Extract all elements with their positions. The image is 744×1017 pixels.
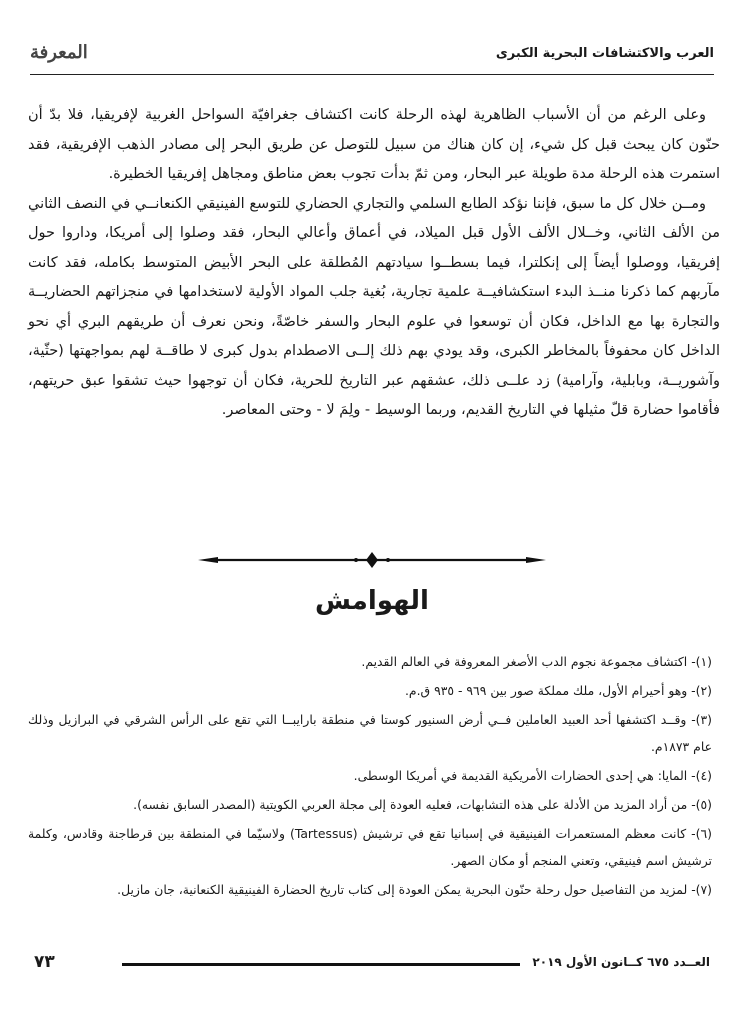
paragraph: وعلى الرغم من أن الأسباب الظاهرية لهذه الرحلة كانت اكتشاف جغرافيّة السواحل الغربية لإفريقيا، فلا بدّ أن حنّون كان يبحث قبل كل شيء، إن كان هناك من سبيل للتوصل عن طريق البحر إلى مصادر الذهب الإفريقية، فقد استمرت هذه الرحلة مدة طويلة عبر البحار، ومن ثمّ بدأت تجوب بعض مناطق ومجاهل إفريقيا الخطيرة. [28,107,720,182]
footnote-item: (٧)- لمزيد من التفاصيل حول رحلة حنّون البحرية يمكن العودة إلى كتاب تاريخ الحضارة الفينيقية الكنعانية، جان مازيل. [117,882,712,897]
footnote-item: (٥)- من أراد المزيد من الأدلة على هذه التشابهات، فعليه العودة إلى مجلة العربي الكويتية (المصدر السابق نفسه). [133,797,712,812]
page-number: ٧٣ [34,952,55,972]
footnote-item: (٢)- وهو أحيرام الأول، ملك مملكة صور بين ٩٦٩ - ٩٣٥ ق.م. [404,683,712,698]
magazine-logo: المعرفة [30,42,88,63]
page-header [30,42,714,68]
article-body [28,101,720,426]
footer-divider [122,963,520,966]
footnote-item: (٦)- كانت معظم المستعمرات الفينيقية في إسبانيا تقع في ترشيش (Tartessus) ولاسيّما في المنطقة بين قرطاجنة وقادس، وكلمة ترشيش اسم فينيقي، وتعني المنجم أو مكان الصهر. [28,826,712,868]
ornament-divider-icon [196,549,548,571]
footnotes-title: الهوامش [315,586,429,616]
footnote-item: (٤)- المايا: هي إحدى الحضارات الأمريكية القديمة في أمريكا الوسطى. [353,768,712,783]
footnote-item: (٣)- وقــد اكتشفها أحد العبيد العاملين فــي أرض السنيور كوستا في منطقة بارايبــا التي تقع على الرأس الشرقي في البرازيل وذلك عام ١٨٧٣م. [28,712,712,754]
footnote-item: (١)- اكتشاف مجموعة نجوم الدب الأصغر المعروفة في العالم القديم. [361,654,712,669]
footnotes-list [28,648,712,905]
running-title: العرب والاكتشافات البحرية الكبرى [495,46,714,61]
paragraph: ومــن خلال كل ما سبق، فإننا نؤكد الطابع السلمي والتجاري الحضاري للتوسع الفينيقي الكنعانــي في النصف الثاني من الألف الثاني، وخــلال الألف الأول قبل الميلاد، في أعماق وأعالي البحار، فقد وصلوا إلى أمريكا، وداروا حول إفريقيا، ووصلوا أيضاً إلى إنكلترا، فيما بسطــوا سيادتهم المُطلقة على البحر الأبيض المتوسط بكامله، فقد كانت مآربهم كما ذكرنا منــذ البدء استكشافيــة علمية تجارية، بُغية جلب المواد الأولية لاستخدامها في منجزاتهم الحضاريــة والتجارة بها مع الداخل، فكان أن توسعوا في علوم البحار والسفر خاصّةً، ونحن نعرف أن طريقهم البري أي نحو الداخل كان محفوفاً بالمخاطر الكبرى، وقد يودي بهم ذلك إلــى الاصطدام بدول كبرى لا طاقــة لهم بمواجهتها (حثّية، وآشوريــة، وبابلية، وآرامية) زد علــى ذلك، عشقهم عبر التاريخ للحرية، فكان أن توجهوا حيث تشقوا عبق حريتهم، فأقاموا حضارة قلّ مثيلها في التاريخ القديم، وربما الوسيط - ولِمَ لا - وحتى المعاصر. [28,195,720,418]
header-divider [30,74,714,75]
issue-info: العــدد ٦٧٥ كــانون الأول ٢٠١٩ [532,955,710,969]
